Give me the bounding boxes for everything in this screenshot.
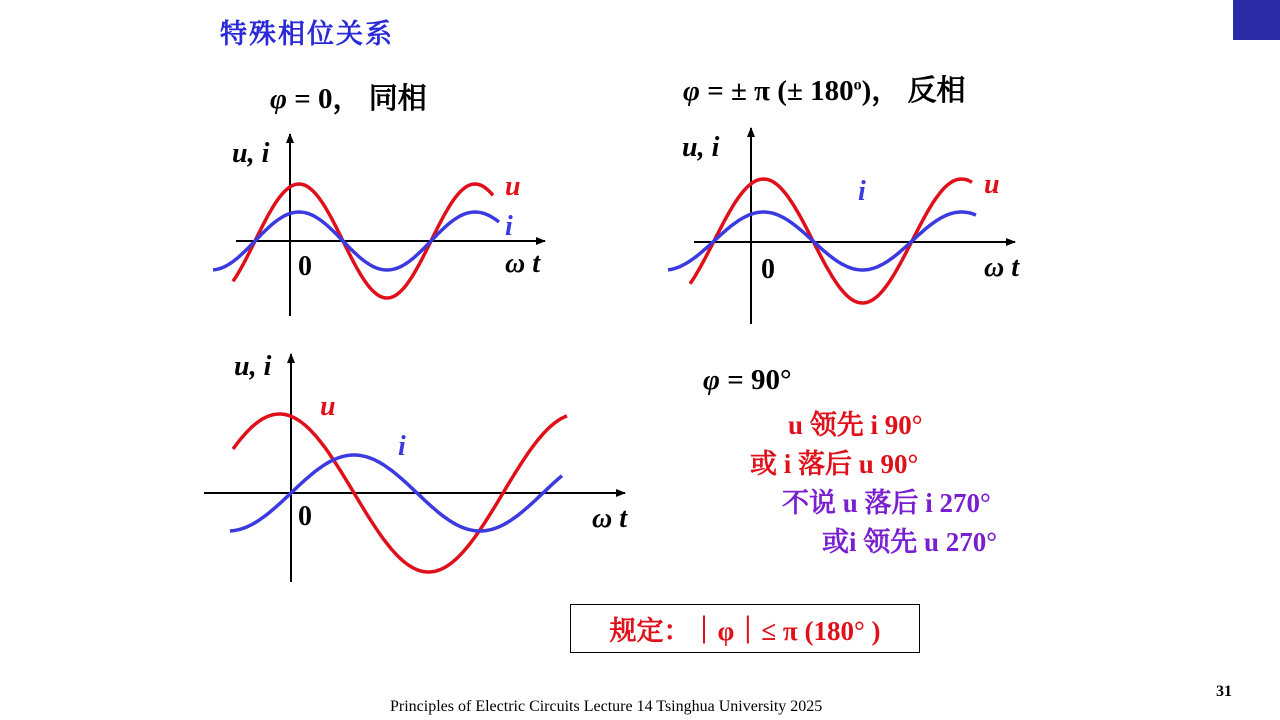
i-curve-label: i [858,176,866,207]
case-opposite-tail: )， 反相 [861,75,966,107]
case-in-phase-text: = 0， 同相 [286,83,427,115]
x-axis-label: ω t [592,503,628,534]
x-axis-label: ω t [505,248,541,279]
origin-label: 0 [761,254,775,285]
degree-sup: o [853,76,862,94]
case-quadrature-text: = 90° [719,364,792,396]
i-curve-label: i [398,431,406,462]
phi-symbol: φ [270,83,287,115]
y-axis-label: u, i [232,138,270,169]
rule-label: 规定： [609,616,691,646]
graph-opposite [668,128,1020,324]
u-curve-label: u [320,391,336,422]
x-axis-label: ω t [984,252,1020,283]
y-axis-label: u, i [234,351,272,382]
u-curve-label: u [984,169,1000,200]
origin-label: 0 [298,251,312,282]
y-axis-label: u, i [682,132,720,163]
page-number: 31 [1216,683,1232,700]
slide-title: 特殊相位关系 [220,19,394,49]
graph-quadrature [204,351,628,582]
note-i-leads: 或i 领先 u 270° [822,527,998,557]
note-i-lags: 或 i 落后 u 90° [750,449,919,479]
case-opposite-text: = ± π (± 180 [699,75,854,107]
u-curve-label: u [505,171,521,202]
graph-in-phase [213,134,545,316]
i-curve-label: i [505,211,513,242]
footer-text: Principles of Electric Circuits Lecture 14 Tsinghua University 2025 [390,698,823,715]
note-not-u-lags: 不说 u 落后 i 270° [782,488,991,518]
phi-symbol: φ [703,364,720,396]
origin-label: 0 [298,501,312,532]
phi-symbol: φ [683,75,700,107]
note-u-leads: u 领先 i 90° [788,410,923,440]
rule-expression: ｜φ｜≤ π (180° ) [690,616,881,646]
